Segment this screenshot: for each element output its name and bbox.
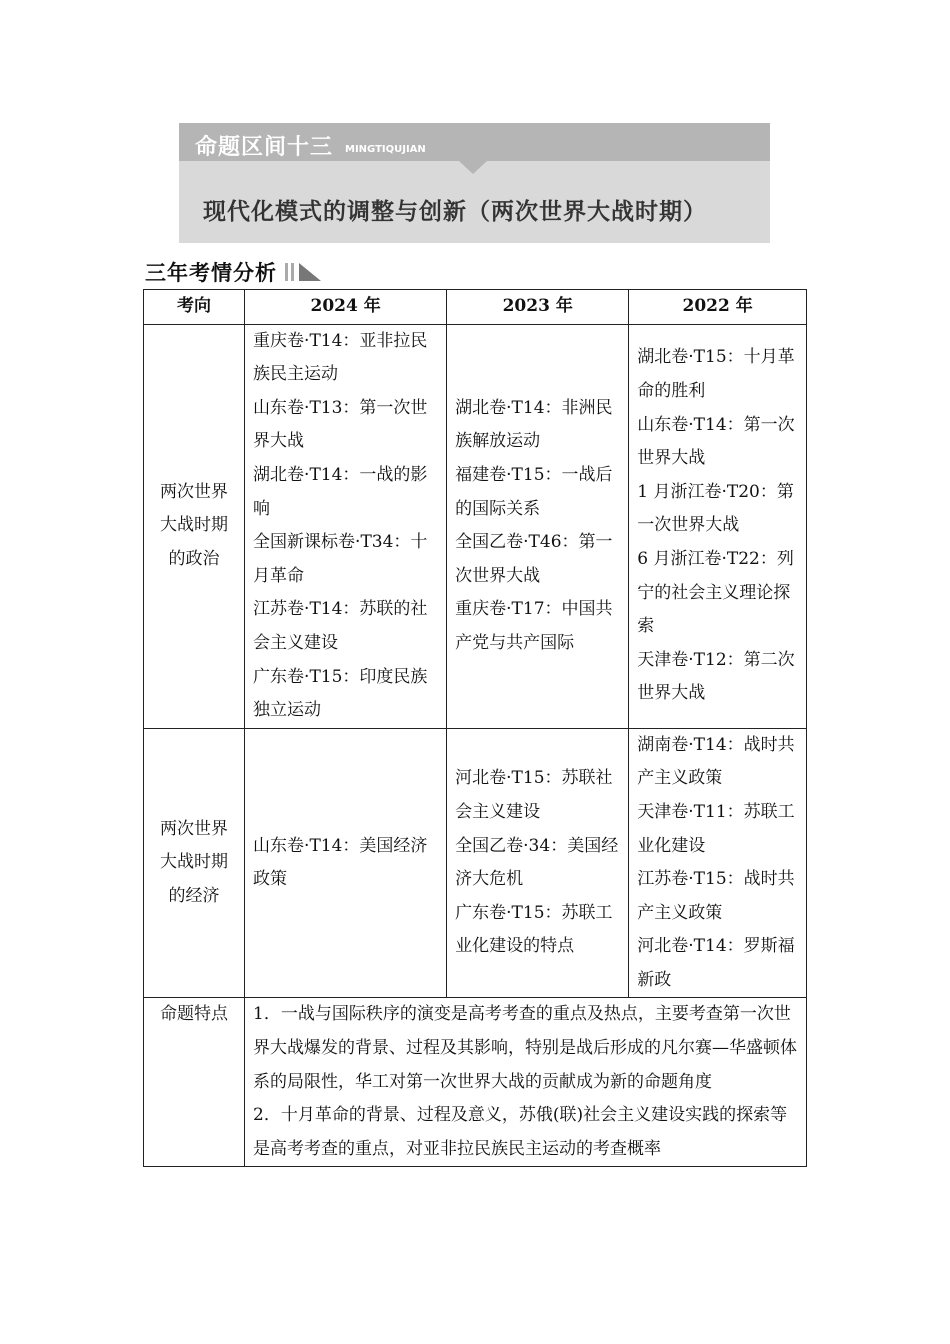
table-row-features xyxy=(144,998,807,1167)
exam-entry: 福建卷·T15：一战后的国际关系 xyxy=(455,464,613,519)
exam-entry: 江苏卷·T14：苏联的社会主义建设 xyxy=(253,599,428,653)
exam-analysis-table xyxy=(143,289,807,1167)
exam-entry: 山东卷·T14：第一次世界大战 xyxy=(637,414,795,469)
feature-point: 1．一战与国际秩序的演变是高考考查的重点及热点，主要考查第一次世界大战爆发的背景、过程及其影响，特别是战后形成的凡尔赛—华盛顿体系的局限性，华工对第一次世界大战的贡献成为新的命题角度 xyxy=(253,1004,798,1092)
feature-point: 2．十月革命的背景、过程及意义，苏俄(联)社会主义建设实践的探索等是高考考查的重点，对亚非拉民族民主运动的考查概率 xyxy=(253,1105,788,1159)
banner-label-pinyin: MINGTIQUJIAN xyxy=(345,144,426,155)
category-cell: 两次世界大战时期的政治 xyxy=(144,324,245,728)
exam-entry: 广东卷·T15：印度民族独立运动 xyxy=(253,666,428,721)
feature-cell xyxy=(245,998,807,1167)
exam-entry: 河北卷·T15：苏联社会主义建设 xyxy=(455,768,613,822)
header-cell: 2022 年 xyxy=(629,290,807,325)
chapter-title: 现代化模式的调整与创新（两次世界大战时期） xyxy=(203,199,707,225)
banner-notch xyxy=(459,161,487,174)
exam-entry: 湖北卷·T15：十月革命的胜利 xyxy=(637,347,795,401)
section-deco-icon xyxy=(285,263,321,281)
exam-entry: 重庆卷·T17：中国共产党与共产国际 xyxy=(455,599,613,653)
cell-2023 xyxy=(447,324,629,728)
exam-entry: 湖南卷·T14：战时共产主义政策 xyxy=(637,734,795,789)
cell-2024 xyxy=(245,728,447,998)
cell-2022 xyxy=(629,324,807,728)
exam-entry: 江苏卷·T15：战时共产主义政策 xyxy=(637,869,795,923)
banner-label: 命题区间十三 xyxy=(195,135,334,160)
cell-2024 xyxy=(245,324,447,728)
table-header-row xyxy=(144,290,807,325)
category-cell: 两次世界大战时期的经济 xyxy=(144,728,245,998)
header-cell: 考向 xyxy=(144,290,245,325)
header-cell: 2023 年 xyxy=(447,290,629,325)
header-cell: 2024 年 xyxy=(245,290,447,325)
table-row xyxy=(144,324,807,728)
cell-2023 xyxy=(447,728,629,998)
exam-entry: 重庆卷·T14：亚非拉民族民主运动 xyxy=(253,330,428,385)
section-header xyxy=(145,257,321,287)
exam-entry: 全国乙卷·34：美国经济大危机 xyxy=(455,835,619,890)
exam-entry: 6 月浙江卷·T22：列宁的社会主义理论探索 xyxy=(637,548,794,637)
table-row xyxy=(144,728,807,998)
cell-2022 xyxy=(629,728,807,998)
banner-header-strip xyxy=(179,123,770,161)
exam-entry: 天津卷·T11：苏联工业化建设 xyxy=(637,801,795,856)
exam-entry: 湖北卷·T14：非洲民族解放运动 xyxy=(455,397,613,452)
exam-entry: 湖北卷·T14：一战的影响 xyxy=(253,464,428,519)
exam-entry: 河北卷·T14：罗斯福新政 xyxy=(637,936,795,990)
exam-entry: 1 月浙江卷·T20：第一次世界大战 xyxy=(637,481,794,536)
exam-entry: 山东卷·T13：第一次世界大战 xyxy=(253,397,428,452)
exam-entry: 广东卷·T15：苏联工业化建设的特点 xyxy=(455,902,613,957)
section-title: 三年考情分析 xyxy=(145,261,277,285)
chapter-banner xyxy=(179,123,770,243)
exam-entry: 全国乙卷·T46：第一次世界大战 xyxy=(455,532,613,586)
feature-label-cell: 命题特点 xyxy=(144,998,245,1167)
exam-entry: 天津卷·T12：第二次世界大战 xyxy=(637,649,795,704)
exam-entry: 山东卷·T14：美国经济政策 xyxy=(253,835,428,890)
exam-entry: 全国新课标卷·T34：十月革命 xyxy=(253,532,428,586)
